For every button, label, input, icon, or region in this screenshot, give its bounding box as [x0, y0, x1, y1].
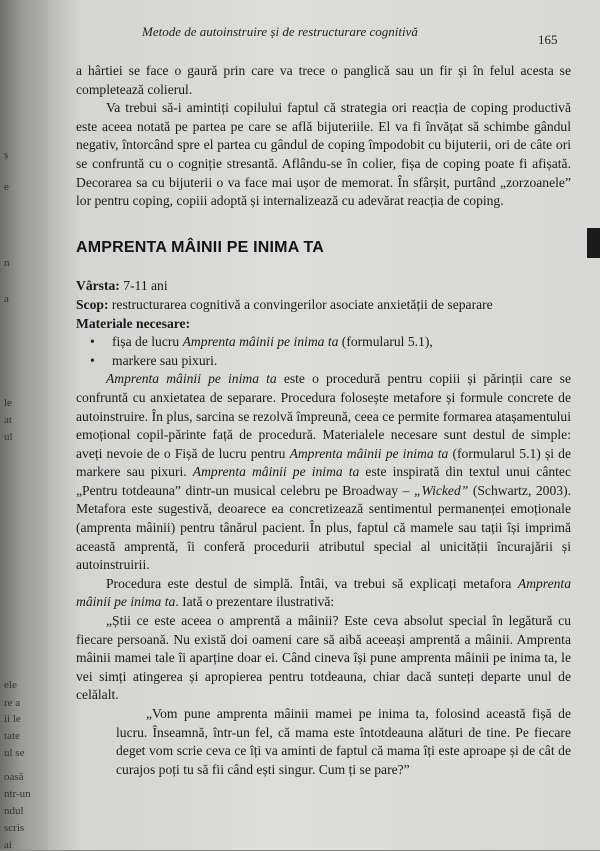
scope-value: restructurarea cognitivă a convingerilor asociate anxietății de separare: [111, 296, 493, 312]
gutter-text-fragment: n: [4, 257, 10, 269]
gutter-text-fragment: le: [4, 397, 12, 409]
gutter-text-fragment: ntr-un: [4, 788, 31, 800]
quote-paragraph-1: „Știi ce este aceea o amprentă a mâinii? Este ceva absolut special în legătură cu fiecare persoană. Nu există doi oameni care să aibă aceeași amprentă a mâinii. Amprenta mâinii mamei tale îi aparține doar ei. Când cineva își pune amprenta mâinii pe inima ta, le vei simți atingerea și apropierea pentru totdeauna, chiar dacă sunteți departe unul de celălalt.: [76, 613, 571, 703]
scope-line: [76, 296, 571, 315]
gutter-text-fragment: at: [4, 414, 12, 426]
gutter-text-fragment: ii le: [4, 713, 21, 725]
body-paragraph-2: Procedura este destul de simplă. Întâi, va trebui să explicați metafora Amprenta mâinii pe inima ta. Iată o prezentare ilustrativă:: [76, 575, 571, 610]
gutter-text-fragment: ul: [4, 431, 13, 443]
age-line: [76, 277, 571, 296]
scope-label: Scop:: [76, 296, 109, 312]
quote-paragraph-2: „Vom pune amprenta mâinii mamei pe inima ta, folosind această fișă de lucru. Înseamnă, într-un fel, că mama este întotdeauna alături de tine. Pe fiecare deget vom scrie ceva ce îți va aminti de faptul că mama îți este aproape și de cât de curajos poți tu să fii când ești singur. Cum ți se pare?”: [116, 706, 571, 777]
gutter-text-fragment: ul se: [4, 747, 25, 759]
chapter-thumb-tab: [587, 228, 600, 258]
gutter-text-fragment: ș: [4, 149, 9, 161]
section-title: AMPRENTA MÂINII PE INIMA TA: [76, 238, 325, 256]
gutter-text-fragment: tate: [4, 730, 20, 742]
list-item: • fișa de lucru Amprenta mâinii pe inima ta (formularul 5.1),: [90, 333, 571, 352]
page-number: 165: [538, 32, 558, 47]
running-header: Metode de autoinstruire și de restructurare cognitivă: [142, 24, 418, 39]
intro-paragraph-1: a hârtiei se face o gaură prin care va trece o panglică sau un fir și în felul acesta se completează colierul.: [76, 63, 571, 97]
page-content: [76, 62, 571, 779]
materials-heading: [76, 315, 571, 334]
opposite-page-edge: [0, 0, 44, 850]
gutter-text-fragment: oasă: [4, 771, 24, 783]
intro-paragraph-2: Va trebui să-i amintiți copilului faptul că strategia ori reacția de coping productivă este aceea notată pe partea pe care se află bijuteriile. El va fi învățat să schimbe gândul negativ, întorcând spre el partea cu gândul de coping împodobit cu bijuterii, ori de câte ori se confruntă cu o cogniție stresantă. Aflându-se în colier, fișa de coping poate fi afișată. Decorarea sa cu bijuterii o va face mai ușor de memorat. În sfârșit, purtând „zorzoanele” lor pentru coping, copiii adoptă și internalizează cu adevărat reacția de coping.: [76, 100, 571, 209]
gutter-text-fragment: ndul: [4, 805, 24, 817]
materials-list: [76, 333, 571, 370]
list-item: • markere sau pixuri.: [90, 352, 571, 371]
gutter-text-fragment: scris: [4, 822, 25, 834]
materials-label: Materiale necesare:: [76, 315, 191, 331]
age-label: Vârsta:: [76, 278, 120, 294]
gutter-text-fragment: ai: [4, 839, 12, 851]
body-paragraph-1: Amprenta mâinii pe inima ta este o procedură pentru copiii și părinții care se confruntă cu anxietatea de separare. Procedura folosește metafore și formule concrete de autoinstruire. În plus, sarcina se rezolvă împreună, ceea ce permite formarea atașamentului emoțional copil-părinte față de procedură. Materialele necesare sunt destul de simple: aveți nevoie de o Fișă de lucru pentru Amprenta mâinii pe inima ta (formularul 5.1) și de markere sau pixuri. Amprenta mâinii pe inima ta este inspirată din textul unui cântec „Pentru totdeauna” dintr-un musical celebru pe Broadway – „Wicked” (Schwartz, 2003). Metafora este sugestivă, deoarece ea concretizează sentimentul permanenței emoționale (amprenta mâinii) pentru tânărul pacient. În plus, faptul că mamele sau tații își imprimă această amprentă, îi conferă procedurii atributul special al unicității încurajării și autoinstruirii.: [76, 371, 572, 573]
gutter-text-fragment: e: [4, 181, 9, 193]
gutter-text-fragment: re a: [4, 697, 21, 709]
gutter-text-fragment: a: [4, 293, 9, 305]
age-value: 7-11 ani: [123, 278, 168, 294]
gutter-text-fragment: ele: [4, 679, 17, 691]
